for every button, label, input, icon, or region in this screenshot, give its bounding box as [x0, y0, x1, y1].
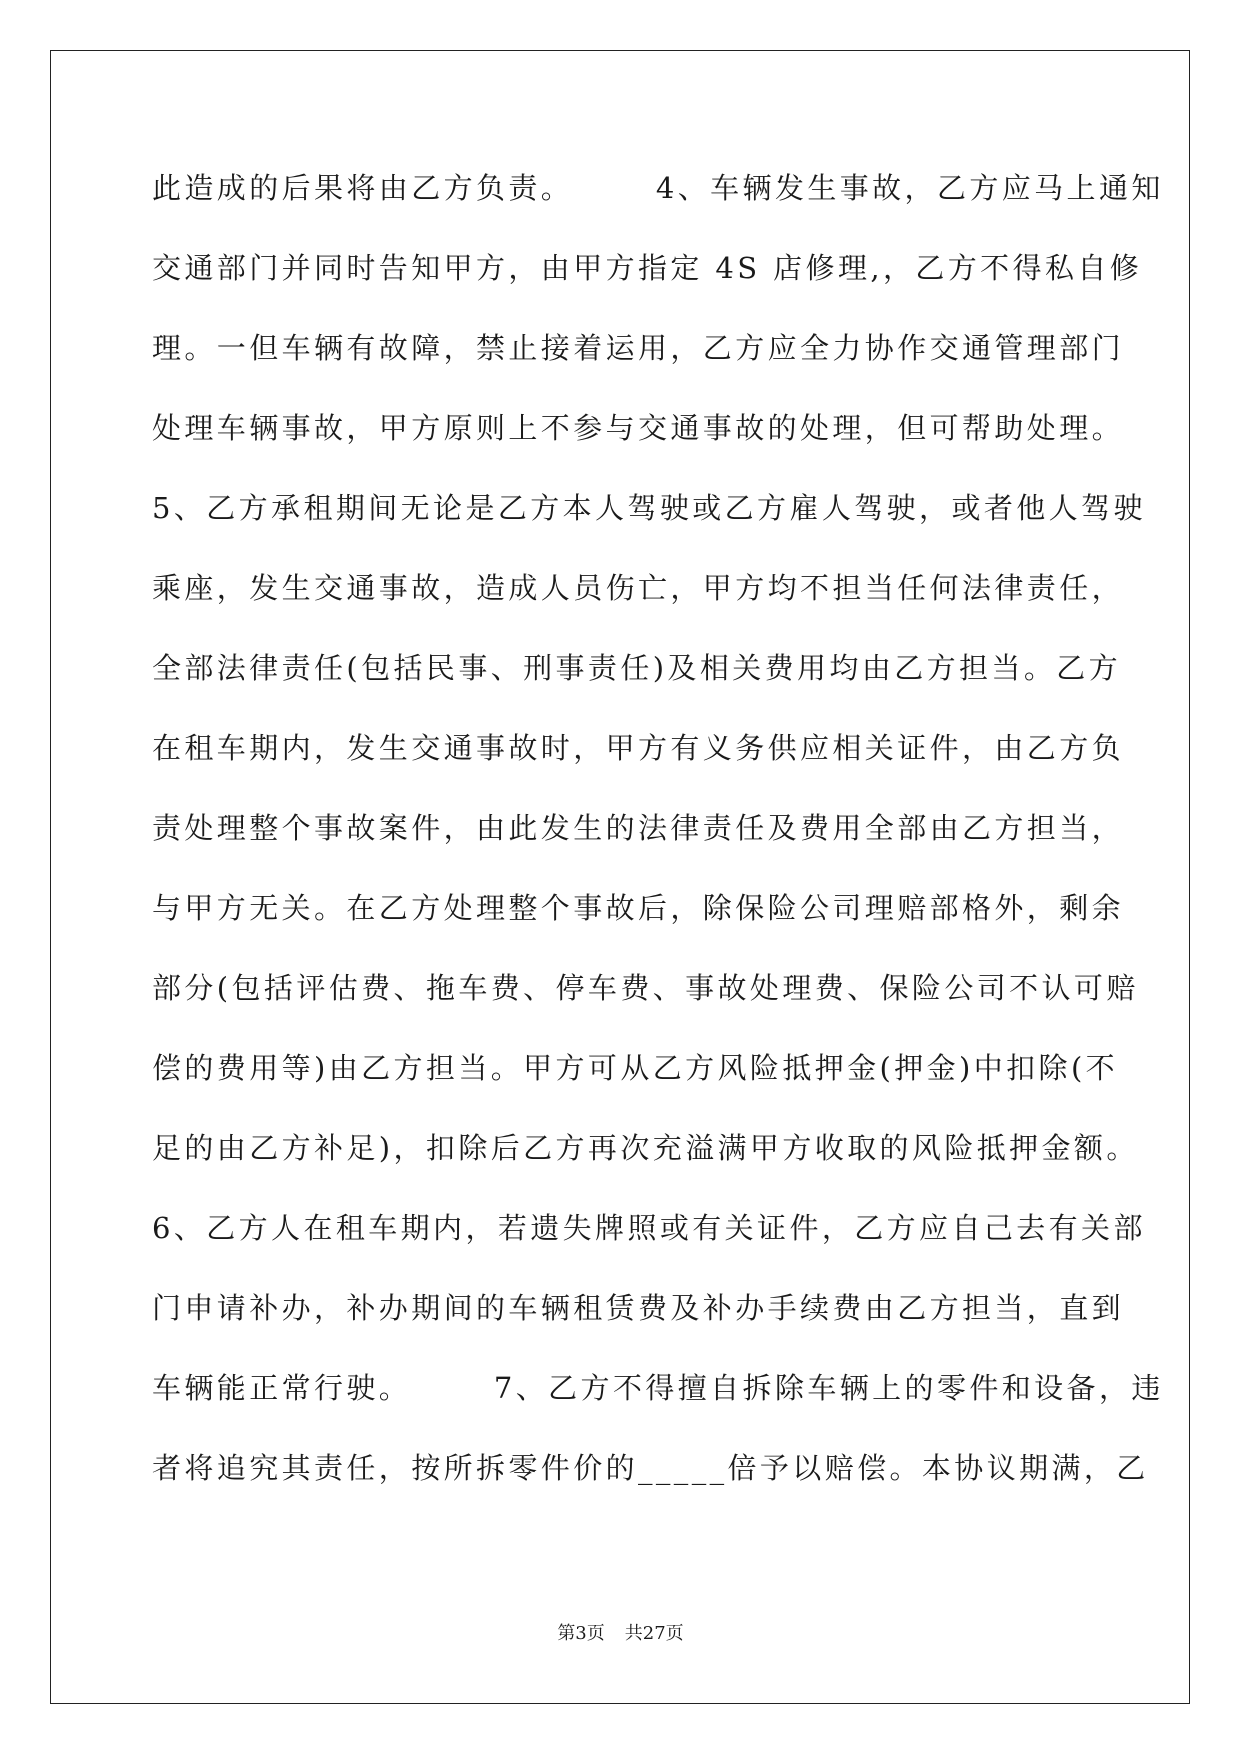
text-line: 乘座，发生交通事故，造成人员伤亡，甲方均不担当任何法律责任，: [152, 571, 1125, 605]
text-line: 责处理整个事故案件，由此发生的法律责任及费用全部由乙方担当，: [152, 811, 1125, 845]
document-body: [152, 160, 1164, 1520]
text-line: 5、乙方承租期间无论是乙方本人驾驶或乙方雇人驾驶，或者他人驾驶: [152, 491, 1146, 525]
page-footer: [0, 1622, 1241, 1646]
text-line: 与甲方无关。在乙方处理整个事故后，除保险公司理赔部格外，剩余: [152, 891, 1125, 925]
text-line: 理。一但车辆有故障，禁止接着运用，乙方应全力协作交通管理部门: [152, 331, 1125, 365]
page-number: 第3页: [557, 1623, 605, 1644]
text-line: 门申请补办，补办期间的车辆租赁费及补办手续费由乙方担当，直到: [152, 1291, 1125, 1325]
text-line: 足的由乙方补足)，扣除后乙方再次充溢满甲方收取的风险抵押金额。: [152, 1131, 1139, 1165]
page-total: 共27页: [624, 1623, 684, 1644]
text-line: 在租车期内，发生交通事故时，甲方有义务供应相关证件，由乙方负: [152, 731, 1125, 765]
text-line: 者将追究其责任，按所拆零件价的_____倍予以赔偿。本协议期满，乙: [152, 1451, 1149, 1485]
text-line: 此造成的后果将由乙方负责。 4、车辆发生事故，乙方应马上通知: [152, 171, 1164, 205]
text-line: 车辆能正常行驶。 7、乙方不得擅自拆除车辆上的零件和设备，违: [152, 1371, 1164, 1405]
text-line: 处理车辆事故，甲方原则上不参与交通事故的处理，但可帮助处理。: [152, 411, 1125, 445]
text-line: 交通部门并同时告知甲方，由甲方指定 4S 店修理,，乙方不得私自修: [152, 251, 1143, 285]
text-line: 部分(包括评估费、拖车费、停车费、事故处理费、保险公司不认可赔: [152, 971, 1139, 1005]
text-line: 6、乙方人在租车期内，若遗失牌照或有关证件，乙方应自己去有关部: [152, 1211, 1146, 1245]
text-line: 偿的费用等)由乙方担当。甲方可从乙方风险抵押金(押金)中扣除(不: [152, 1051, 1119, 1085]
text-line: 全部法律责任(包括民事、刑事责任)及相关费用均由乙方担当。乙方: [152, 651, 1122, 685]
